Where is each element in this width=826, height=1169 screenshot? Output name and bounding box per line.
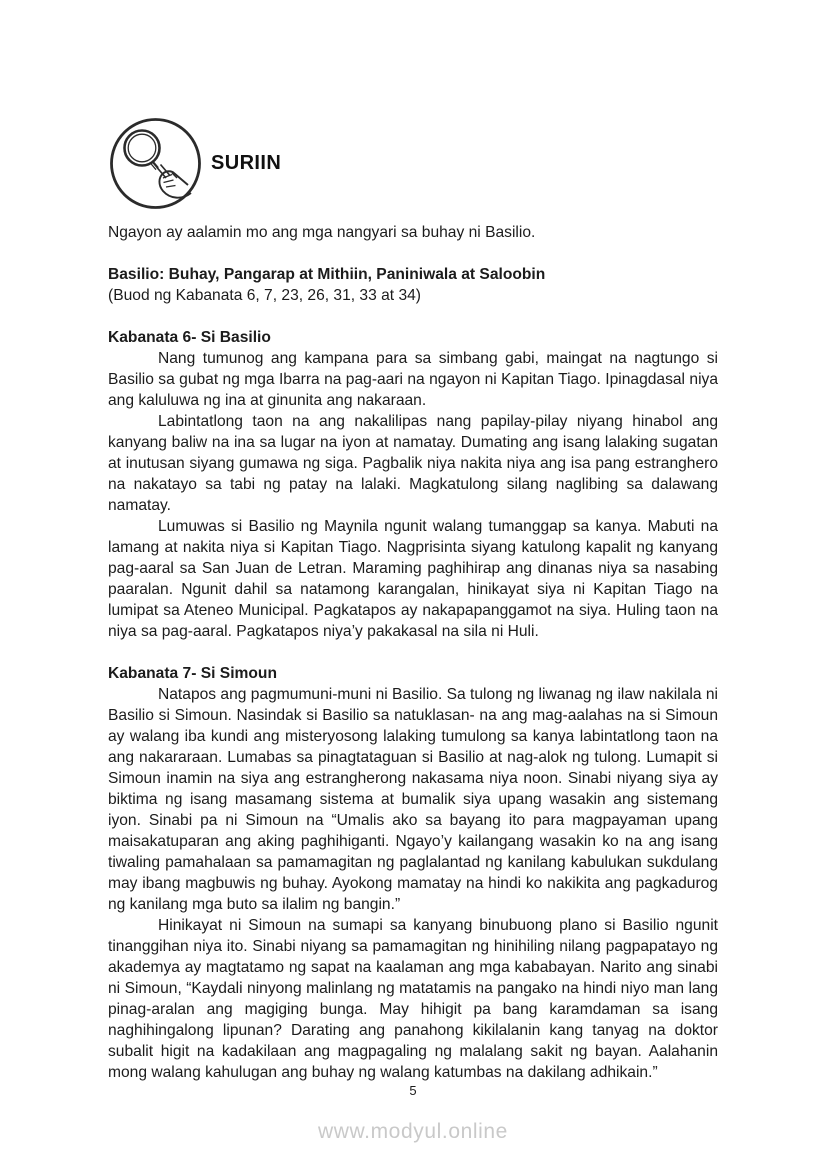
section-kabanata-6 (108, 327, 718, 642)
section-heading-kabanata-6: Kabanata 6- Si Basilio (108, 329, 271, 346)
page-content (108, 116, 718, 1083)
paragraph: Hinikayat ni Simoun na sumapi sa kanyang binubuong plano si Basilio ngunit tinanggihan niya ito. Sinabi niyang sa pamamagitan ng hinihiling nilang pagpapatayo ng akademya ay magtatamo ng sapat na kaalaman ang mga kababayan. Narito ang sinabi ni Simoun, “Kaydali ninyong malinlang ng matatamis na pangako na hindi niyo man lang pinag-aralan ang magiging bunga. May hihigit pa bang karamdaman sa isang naghihingalong lipunan? Darating ang panahong kikilalanin kang tanyag na doktor subalit higit na kadakilaan ang magpagaling ng malalang sakit ng bayan. Aalahanin mong walang kahulugan ang buhay ng walang katumbas na dakilang adhikain.” (108, 917, 718, 1081)
magnifying-glass-icon (108, 116, 203, 211)
page-number: 5 (409, 1083, 417, 1098)
watermark-text: www.modyul.online (318, 1120, 508, 1143)
section-header (108, 116, 718, 211)
paragraph: Nang tumunog ang kampana para sa simbang gabi, maingat na nagtungo si Basilio sa gubat ng mga Ibarra na pag-aari na ngayon ni Kapitan Tiago. Ipinagdasal niya ang kaluluwa ng ina at ginunita ang nakaraan. (108, 350, 718, 409)
paragraph: Natapos ang pagmumuni-muni ni Basilio. Sa tulong ng liwanag ng ilaw nakilala ni Basilio si Simoun. Nasindak si Basilio sa natuklasan- na ang mag-aalahas na si Simoun ay walang iba kundi ang misteryosong lalaking tumulong sa kanya labintatlong taon na ang nakararaan. Lumabas sa pinagtataguan si Basilio at nag-alok ng tulong. Lumapit si Simoun inamin na siya ang estrangherong nakasama niya noon. Sinabi niyang siya ay biktima ng isang masamang sistema at bumalik siya upang wasakin ang sistemang iyon. Sinabi pa ni Simoun na “Umalis ako sa bayang ito para magpayaman upang maisakatuparan ang aking paghihiganti. Ngayo’y kailangang wasakin ko na ang isang tiwaling pamahalaan sa pamamagitan ng paglalantad ng kanilang kabulukan sukdulang may ibang magbuwis ng buhay. Ayokong mamatay na hindi ko nakikita ang pagkadurog ng kanilang mga buto sa ilalim ng bangin.” (108, 686, 718, 913)
topic-title: Basilio: Buhay, Pangarap at Mithiin, Paniniwala at Saloobin (108, 266, 546, 283)
topic-subtitle: (Buod ng Kabanata 6, 7, 23, 26, 31, 33 at 34) (108, 287, 421, 304)
section-kabanata-7 (108, 663, 718, 1083)
paragraph: Lumuwas si Basilio ng Maynila ngunit walang tumanggap sa kanya. Mabuti na lamang at nakita niya si Kapitan Tiago. Nagprisinta siyang katulong kapalit ng kanyang pag-aaral sa San Juan de Letran. Maraming paghihirap ang dinanas niya sa nasabing paaralan. Ngunit dahil sa natamong karangalan, hinikayat siya ni Kapitan Tiago na lumipat sa Ateneo Municipal. Pagkatapos ay nakapapanggamot na siya. Huling taon na niya sa pag-aaral. Pagkatapos niya’y pakakasal na sila ni Huli. (108, 518, 718, 640)
suriin-heading: SURIIN (211, 152, 282, 174)
paragraph: Labintatlong taon na ang nakalilipas nang papilay-pilay niyang hinabol ang kanyang baliw na ina sa lugar na iyon at namatay. Dumating ang isang lalaking sugatan at inutusan siyang gumawa ng siga. Pagbalik niya nakita niya ang isa pang estranghero na nakatayo sa tabi ng patay na lalaki. Magkatulong silang naglibing sa dalawang namatay. (108, 413, 718, 514)
section-heading-kabanata-7: Kabanata 7- Si Simoun (108, 665, 277, 682)
intro-text: Ngayon ay aalamin mo ang mga nangyari sa buhay ni Basilio. (108, 224, 536, 241)
